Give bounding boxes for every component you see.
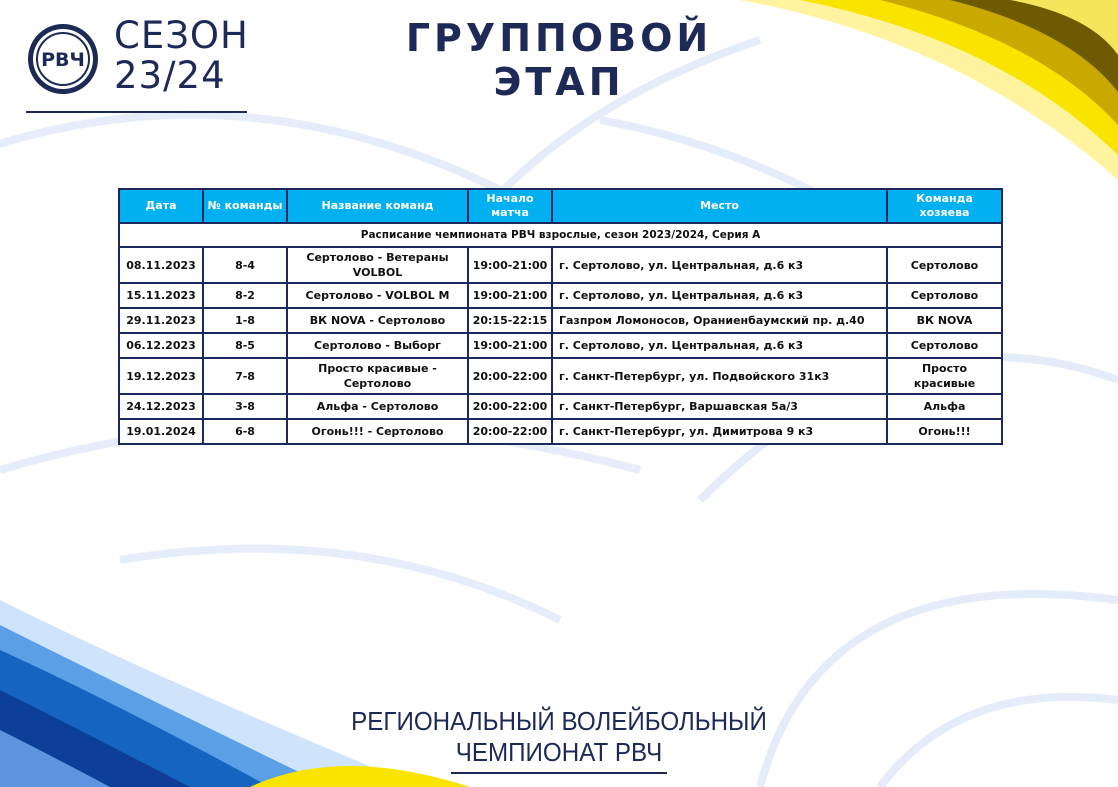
cell-team-number: 1-8 [203, 308, 287, 333]
cell-teams: Просто красивые - Сертолово [287, 358, 468, 394]
season-years: 23/24 [114, 54, 226, 97]
cell-host-team: Альфа [887, 394, 1002, 419]
column-header-place: Место [552, 189, 887, 223]
column-header-team-number: № команды [203, 189, 287, 223]
table-row [119, 419, 1002, 444]
table-row [119, 333, 1002, 358]
cell-teams: Сертолово - VOLBOL M [287, 283, 468, 308]
column-header-date: Дата [119, 189, 203, 223]
cell-place: г. Сертолово, ул. Центральная, д.6 к3 [552, 283, 887, 308]
cell-date: 08.11.2023 [119, 247, 203, 283]
schedule-table [118, 188, 1003, 445]
season-label [114, 16, 249, 96]
cell-host-team: Сертолово [887, 247, 1002, 283]
cell-teams: ВК NOVA - Сертолово [287, 308, 468, 333]
rvch-logo [26, 22, 100, 96]
stage-title-line1: ГРУППОВОЙ [405, 16, 713, 60]
cell-date: 29.11.2023 [119, 308, 203, 333]
cell-date: 15.11.2023 [119, 283, 203, 308]
cell-place: г. Сертолово, ул. Центральная, д.6 к3 [552, 247, 887, 283]
column-header-teams: Название команд [287, 189, 468, 223]
cell-start-time: 20:00-22:00 [468, 394, 552, 419]
cell-date: 06.12.2023 [119, 333, 203, 358]
championship-title-line2: ЧЕМПИОНАТ РВЧ [455, 737, 663, 767]
cell-start-time: 19:00-21:00 [468, 333, 552, 358]
cell-host-team: ВК NOVA [887, 308, 1002, 333]
logo-text: РВЧ [41, 49, 85, 71]
cell-teams: Сертолово - Ветераны VOLBOL [287, 247, 468, 283]
cell-team-number: 7-8 [203, 358, 287, 394]
championship-title [318, 706, 800, 768]
cell-start-time: 20:00-22:00 [468, 358, 552, 394]
table-row [119, 283, 1002, 308]
cell-place: г. Санкт-Петербург, ул. Димитрова 9 к3 [552, 419, 887, 444]
cell-team-number: 8-2 [203, 283, 287, 308]
cell-place: г. Санкт-Петербург, Варшавская 5а/3 [552, 394, 887, 419]
column-header-host-team: Команда хозяева [887, 189, 1002, 223]
cell-place: г. Сертолово, ул. Центральная, д.6 к3 [552, 333, 887, 358]
cell-start-time: 20:15-22:15 [468, 308, 552, 333]
cell-team-number: 8-5 [203, 333, 287, 358]
table-caption: Расписание чемпионата РВЧ взрослые, сезон 2023/2024, Серия А [119, 223, 1002, 247]
table-header-row [119, 189, 1002, 223]
table-row [119, 247, 1002, 283]
cell-teams: Альфа - Сертолово [287, 394, 468, 419]
cell-date: 19.01.2024 [119, 419, 203, 444]
cell-start-time: 20:00-22:00 [468, 419, 552, 444]
season-word: СЕЗОН [114, 14, 249, 57]
cell-team-number: 6-8 [203, 419, 287, 444]
table-row [119, 394, 1002, 419]
cell-place: г. Санкт-Петербург, ул. Подвойского 31к3 [552, 358, 887, 394]
cell-teams: Сертолово - Выборг [287, 333, 468, 358]
season-underline [26, 111, 247, 113]
cell-start-time: 19:00-21:00 [468, 247, 552, 283]
cell-host-team: Сертолово [887, 283, 1002, 308]
cell-team-number: 8-4 [203, 247, 287, 283]
table-row [119, 358, 1002, 394]
column-header-start-time: Начало матча [468, 189, 552, 223]
table-row [119, 308, 1002, 333]
cell-team-number: 3-8 [203, 394, 287, 419]
cell-start-time: 19:00-21:00 [468, 283, 552, 308]
cell-host-team: Огонь!!! [887, 419, 1002, 444]
cell-teams: Огонь!!! - Сертолово [287, 419, 468, 444]
footer-underline [451, 772, 667, 774]
cell-host-team: Сертолово [887, 333, 1002, 358]
stage-title-line2: ЭТАП [493, 60, 625, 104]
championship-title-line1: РЕГИОНАЛЬНЫЙ ВОЛЕЙБОЛЬНЫЙ [351, 706, 767, 736]
table-caption-row [119, 223, 1002, 247]
cell-date: 19.12.2023 [119, 358, 203, 394]
cell-date: 24.12.2023 [119, 394, 203, 419]
cell-host-team: Просто красивые [887, 358, 1002, 394]
cell-place: Газпром Ломоносов, Ораниенбаумский пр. д.40 [552, 308, 887, 333]
stage-title [398, 16, 720, 104]
